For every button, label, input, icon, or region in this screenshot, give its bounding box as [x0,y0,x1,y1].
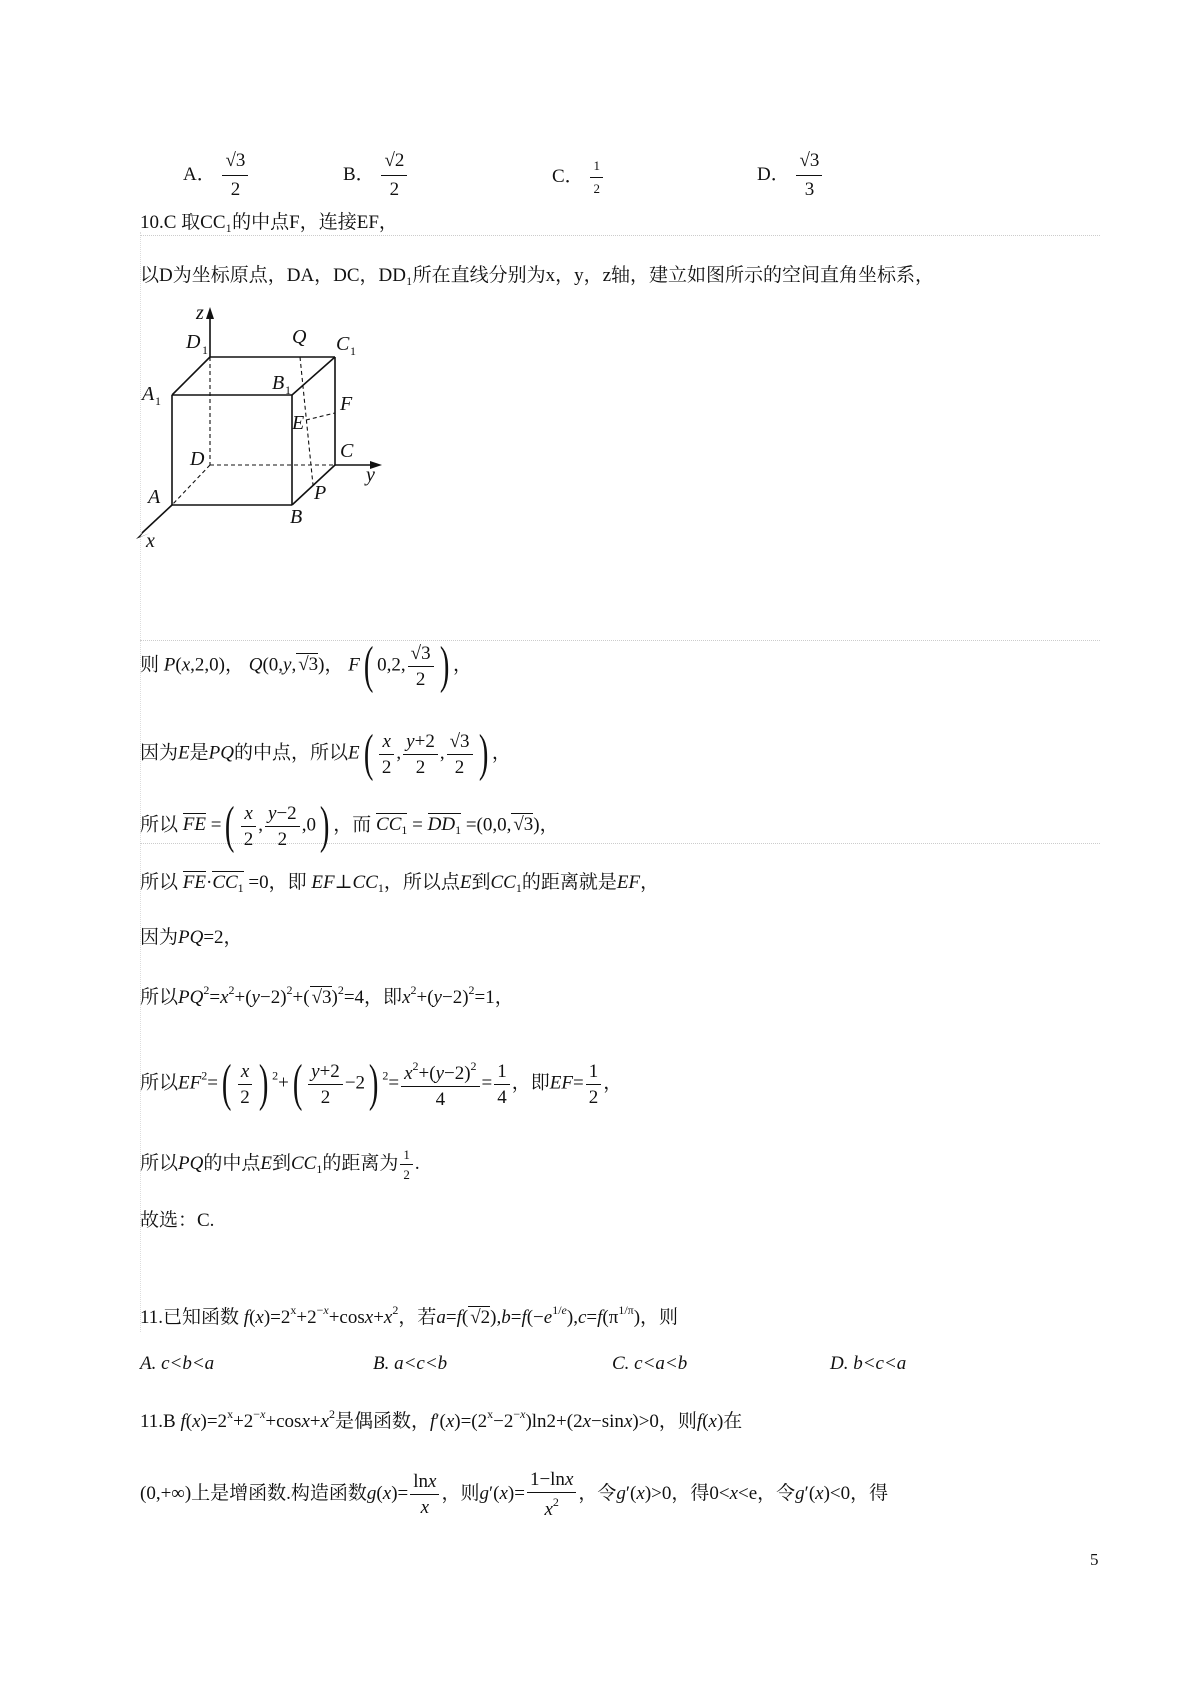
q11-option-d: D. b<c<a [830,1353,907,1374]
sub-1: 1 [285,383,291,397]
sol10-line10: 所以PQ的中点E到$CC_1$的距离为 $\frac{1}{2}$ . [140,1147,420,1182]
cube-figure [130,305,430,595]
label-A1: A [142,383,155,405]
label-z: z [196,305,204,324]
label-A: A [148,486,161,508]
sol10-line2: 以D为坐标原点，DA，DC，DD₁所在直线分别为x，y，z轴，建立如图所示的空间直角坐标系， [140,265,935,286]
sol10-line7: 因为PQ=2， [140,927,243,948]
label-Q: Q [292,326,307,348]
sub-1: 1 [155,394,161,408]
sol10-line8: 所以$PQ^2=x^2+(y-2)^2+$( √3)$^2$=4，即$x^2+(y-2)^2=1$， [140,983,514,1008]
sub-1: 1 [350,344,356,358]
option-d: D． $\frac{√3}{3}$ [757,150,824,201]
option-b: B． $\frac{√2}{2}$ [343,150,409,201]
label-D1: D [186,331,201,353]
sol10-line11: 故选：C. [140,1210,215,1231]
label-D: D [190,448,205,470]
q11-option-b: B. a<c<b [373,1353,448,1374]
q11-option-c: C. c<a<b [612,1353,688,1374]
sol10-line1: 10.C 取CC₁的中点F，连接EF， [140,212,398,233]
q11-option-a: A. c<b<a [140,1353,215,1374]
page-number: 5 [1090,1550,1099,1569]
option-c: C． $\frac{1}{2}$ [552,158,605,197]
sol11-line2: (0,+∞)上是增函数.构造函数g(x)= $\frac{\ln x}{x}$ ，则g′(x)= $\frac{1-\ln x}{x^2}$ ，令g′(x)>0，得0<x<e，令g′(x)<0，得 [140,1469,889,1520]
sol10-line4: 因为E是PQ的中点，所以E( $\frac{x}{2}$ , $\frac{y+2}{2}$ , $\frac{√3}{2}$ ) ， [140,725,511,782]
label-x: x [146,530,155,552]
label-y: y [366,464,375,486]
label-C1: C [336,333,350,355]
option-a: A． $\frac{√3}{2}$ [183,150,250,201]
sol10-line9: 所以$EF^2=$( $\frac{x}{2}$ ) $^2$+( $\frac{y+2}{2}$ −2) $^2$= $\frac{x^2+(y-2)^2}{4}$ = $\frac{1}{4}$ ，即EF= $\frac{1}{2}$ ， [140,1055,623,1112]
sol10-line5: 所以 FE =( $\frac{x}{2}$ , $\frac{y-2}{2}$ ,0) ，而 $CC_1 = DD_1 =(0,0$, √3)， [140,797,559,854]
label-E: E [292,412,305,434]
q11-stem: 11.已知函数 $f(x)=2^x+2^{-x}+\cos x+x^2$，若a=f( $√2),b=f(-e^{1/e}),c=f(\pi^{1/\pi})$，则 [140,1303,679,1328]
label-P: P [314,482,327,504]
guide-rule [140,235,1100,236]
sub-1: 1 [202,343,208,357]
label-F: F [340,393,353,415]
sol11-line1: 11.B $f(x)=2^x+2^{-x}+\cos x+x^2$是偶函数，$f'(x)=(2^x-2^{-x})\ln 2+(2x-\sin x)>0$，则f(x)在 [140,1407,743,1432]
label-B: B [290,506,303,528]
sol10-line3: 则 P(x,2,0)， Q(0,y, √3)， F( 0,2, $\frac{√3}{2}$ ) ， [140,637,472,694]
sol10-line6: 所以 $FE\cdot CC_1 =0$，即 $EF\perp CC_1$，所以点E到$CC_1$的距离就是EF， [140,872,660,895]
label-C: C [340,440,354,462]
label-B1: B [272,372,285,394]
